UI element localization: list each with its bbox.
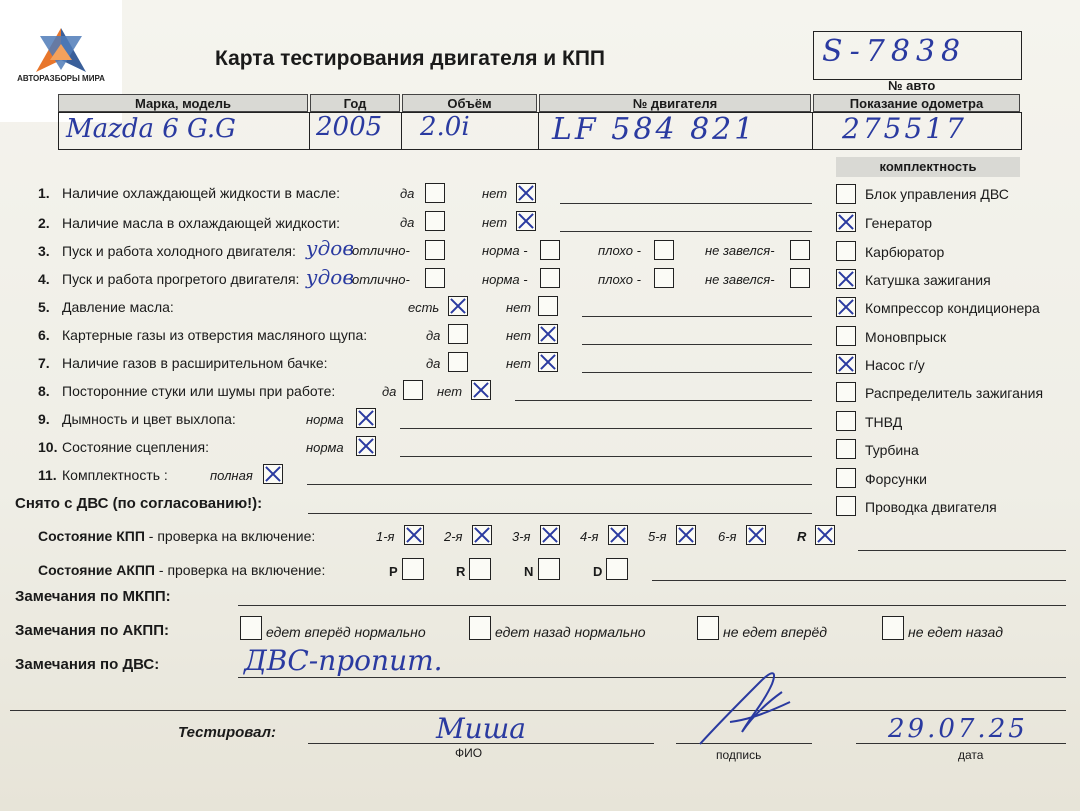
q2-no-checkbox[interactable] [516, 211, 536, 231]
completeness-checkbox-distributor[interactable] [836, 382, 856, 402]
q6-yes-label: да [426, 328, 441, 343]
akpp-no-forward-label: не едет вперёд [723, 624, 828, 640]
q5-no-checkbox[interactable] [538, 296, 558, 316]
completeness-checkbox-ecu[interactable] [836, 184, 856, 204]
question-1: 1. Наличие охлаждающей жидкости в масле: [38, 185, 341, 201]
q1-yes-checkbox[interactable] [425, 183, 445, 203]
header-year: Год [310, 94, 400, 112]
date-value: 29.07.25 [888, 714, 1028, 744]
question-9: 9. Дымность и цвет выхлопа: [38, 411, 236, 427]
divider [309, 112, 310, 149]
remarks-mkpp-label: Замечания по МКПП: [15, 588, 171, 605]
divider [812, 112, 813, 149]
q5-present-label: есть [408, 300, 440, 315]
kpp-gear-1-checkbox[interactable] [404, 525, 424, 545]
kpp-gear-2-checkbox[interactable] [472, 525, 492, 545]
q2-no-label: нет [482, 215, 508, 230]
question-3: 3. Пуск и работа холодного двигателя: [38, 243, 296, 259]
completeness-label-power-steering-pump: Насос г/у [865, 357, 925, 373]
completeness-checkbox-engine-wiring[interactable] [836, 496, 856, 516]
header-engine: № двигателя [539, 94, 811, 112]
q2-note-line [560, 231, 812, 232]
q9-note-line [400, 428, 812, 429]
q1-note-line [560, 203, 812, 204]
kpp-label: Состояние КПП - проверка на включение: [38, 528, 316, 544]
completeness-checkbox-injectors[interactable] [836, 468, 856, 488]
q5-present-checkbox[interactable] [448, 296, 468, 316]
q7-no-checkbox[interactable] [538, 352, 558, 372]
q3-handwritten-note: удов [306, 236, 354, 260]
tester-name-value: Миша [436, 712, 526, 745]
removed-from-engine-label: Снято с ДВС (по согласованию!): [15, 495, 263, 512]
kpp-note-line [858, 550, 1066, 551]
kpp-gear-3-label: 3-я [512, 529, 531, 544]
kpp-gear-3-checkbox[interactable] [540, 525, 560, 545]
remarks-akpp-label: Замечания по АКПП: [15, 622, 169, 639]
q3-normal-checkbox[interactable] [540, 240, 560, 260]
q3-nostart-checkbox[interactable] [790, 240, 810, 260]
completeness-label-injection-pump: ТНВД [865, 414, 903, 430]
akpp-mode-n-label: N [524, 564, 534, 579]
q11-full-label: полная [210, 468, 253, 483]
removed-note-line [308, 513, 812, 514]
q7-yes-checkbox[interactable] [448, 352, 468, 372]
akpp-mode-n-checkbox[interactable] [538, 558, 560, 580]
completeness-checkbox-power-steering-pump[interactable] [836, 354, 856, 374]
q3-bad-label: плохо - [598, 243, 641, 258]
kpp-gear-2-label: 2-я [444, 529, 463, 544]
engine-number-value: LF 584 821 [552, 112, 757, 147]
q6-no-checkbox[interactable] [538, 324, 558, 344]
question-5: 5. Давление масла: [38, 299, 174, 315]
model-value: Mazda 6 G.G [66, 114, 236, 144]
q8-note-line [515, 400, 812, 401]
divider [538, 112, 539, 149]
completeness-label-ecu: Блок управления ДВС [865, 186, 1009, 202]
akpp-backward-ok-checkbox[interactable] [469, 616, 491, 640]
q3-bad-checkbox[interactable] [654, 240, 674, 260]
q6-note-line [582, 344, 812, 345]
logo-emblem-icon [0, 0, 122, 80]
q8-no-label: нет [437, 384, 463, 399]
signature-icon [690, 662, 810, 752]
question-7: 7. Наличие газов в расширительном бачке: [38, 355, 328, 371]
completeness-checkbox-generator[interactable] [836, 212, 856, 232]
q5-no-label: нет [506, 300, 532, 315]
akpp-label: Состояние АКПП - проверка на включение: [38, 562, 326, 578]
akpp-note-line [652, 580, 1066, 581]
completeness-label-engine-wiring: Проводка двигателя [865, 499, 997, 515]
completeness-checkbox-injection-pump[interactable] [836, 411, 856, 431]
q2-yes-label: да [400, 215, 415, 230]
q4-bad-label: плохо - [598, 272, 641, 287]
question-6: 6. Картерные газы из отверстия масляного щупа: [38, 327, 368, 343]
q9-norm-checkbox[interactable] [356, 408, 376, 428]
q2-yes-checkbox[interactable] [425, 211, 445, 231]
q8-no-checkbox[interactable] [471, 380, 491, 400]
question-10: 10. Состояние сцепления: [38, 439, 209, 455]
date-caption: дата [958, 748, 984, 762]
odometer-value: 275517 [842, 112, 967, 145]
q4-excellent-label: отлично- [352, 272, 410, 287]
q4-normal-label: норма - [482, 272, 528, 287]
completeness-checkbox-ignition-coil[interactable] [836, 269, 856, 289]
q7-yes-label: да [426, 356, 441, 371]
question-2: 2. Наличие масла в охлаждающей жидкости: [38, 215, 341, 231]
akpp-mode-d-checkbox[interactable] [606, 558, 628, 580]
akpp-mode-p-label: P [389, 564, 398, 579]
completeness-checkbox-ac-compressor[interactable] [836, 297, 856, 317]
akpp-no-backward-label: не едет назад [908, 624, 1003, 640]
q4-excellent-checkbox[interactable] [425, 268, 445, 288]
akpp-no-backward-checkbox[interactable] [882, 616, 904, 640]
volume-value: 2.0i [420, 112, 470, 142]
name-caption: ФИО [455, 746, 483, 760]
q6-yes-checkbox[interactable] [448, 324, 468, 344]
kpp-gear-4-label: 4-я [580, 529, 599, 544]
kpp-gear-5-checkbox[interactable] [676, 525, 696, 545]
q1-no-checkbox[interactable] [516, 183, 536, 203]
remarks-extra-line [10, 710, 1066, 711]
remarks-mkpp-line [238, 605, 1066, 606]
q10-norm-checkbox[interactable] [356, 436, 376, 456]
kpp-gear-r-checkbox[interactable] [815, 525, 835, 545]
akpp-mode-d-label: D [593, 564, 603, 579]
kpp-gear-5-label: 5-я [648, 529, 667, 544]
completeness-label-injectors: Форсунки [865, 471, 927, 487]
q4-bad-checkbox[interactable] [654, 268, 674, 288]
completeness-label-ignition-coil: Катушка зажигания [865, 272, 991, 288]
completeness-label-distributor: Распределитель зажигания [865, 385, 1044, 401]
divider [401, 112, 402, 149]
akpp-mode-p-checkbox[interactable] [402, 558, 424, 580]
q1-yes-label: да [400, 186, 415, 201]
header-model: Марка, модель [58, 94, 308, 112]
q11-full-checkbox[interactable] [263, 464, 283, 484]
logo-brand-text: АВТОРАЗБОРЫ МИРА [17, 74, 105, 83]
q3-excellent-label: отлично- [352, 243, 410, 258]
q7-note-line [582, 372, 812, 373]
header-odometer: Показание одометра [813, 94, 1020, 112]
q4-normal-checkbox[interactable] [540, 268, 560, 288]
completeness-checkbox-mono-injection[interactable] [836, 326, 856, 346]
q4-handwritten-note: удов [306, 265, 354, 289]
q8-yes-checkbox[interactable] [403, 380, 423, 400]
q3-excellent-checkbox[interactable] [425, 240, 445, 260]
completeness-checkbox-carburetor[interactable] [836, 241, 856, 261]
page-title: Карта тестирования двигателя и КПП [215, 47, 606, 70]
q10-note-line [400, 456, 812, 457]
akpp-forward-ok-checkbox[interactable] [240, 616, 262, 640]
question-11: 11. Комплектность : [38, 467, 168, 483]
q1-no-label: нет [482, 186, 508, 201]
auto-number-label: № авто [888, 78, 936, 93]
q11-note-line [307, 484, 812, 485]
completeness-label-generator: Генератор [865, 215, 933, 231]
signature-caption: подпись [716, 748, 762, 762]
completeness-label-ac-compressor: Компрессор кондиционера [865, 300, 1040, 316]
header-volume: Объём [402, 94, 537, 112]
akpp-forward-ok-label: едет вперёд нормально [266, 624, 426, 640]
akpp-mode-r-label: R [456, 564, 466, 579]
q3-nostart-label: не завелся- [705, 243, 775, 258]
kpp-gear-6-label: 6-я [718, 529, 737, 544]
kpp-gear-1-label: 1-я [376, 529, 395, 544]
q5-note-line [582, 316, 812, 317]
auto-number-value: S-7838 [822, 34, 967, 69]
completeness-label-mono-injection: Моновпрыск [865, 329, 947, 345]
kpp-gear-6-checkbox[interactable] [746, 525, 766, 545]
q3-normal-label: норма - [482, 243, 528, 258]
kpp-gear-r-label: R [797, 529, 807, 544]
q4-nostart-label: не завелся- [705, 272, 775, 287]
akpp-no-forward-checkbox[interactable] [697, 616, 719, 640]
q7-no-label: нет [506, 356, 532, 371]
q6-no-label: нет [506, 328, 532, 343]
remarks-dvs-value: ДВС-пропит. [244, 644, 443, 677]
q10-norm-label: норма [306, 440, 344, 455]
completeness-label-turbine: Турбина [865, 442, 919, 458]
q9-norm-label: норма [306, 412, 344, 427]
q4-nostart-checkbox[interactable] [790, 268, 810, 288]
question-4: 4. Пуск и работа прогретого двигателя: [38, 271, 300, 287]
akpp-backward-ok-label: едет назад нормально [495, 624, 646, 640]
question-8: 8. Посторонние стуки или шумы при работе: [38, 383, 336, 399]
remarks-dvs-label: Замечания по ДВС: [15, 656, 160, 673]
q8-yes-label: да [382, 384, 397, 399]
completeness-title: комплектность [836, 157, 1020, 177]
remarks-dvs-line [238, 677, 1066, 678]
tested-by-label: Тестировал: [178, 724, 276, 741]
kpp-gear-4-checkbox[interactable] [608, 525, 628, 545]
completeness-label-carburetor: Карбюратор [865, 244, 945, 260]
completeness-checkbox-turbine[interactable] [836, 439, 856, 459]
year-value: 2005 [316, 112, 383, 142]
akpp-mode-r-checkbox[interactable] [469, 558, 491, 580]
